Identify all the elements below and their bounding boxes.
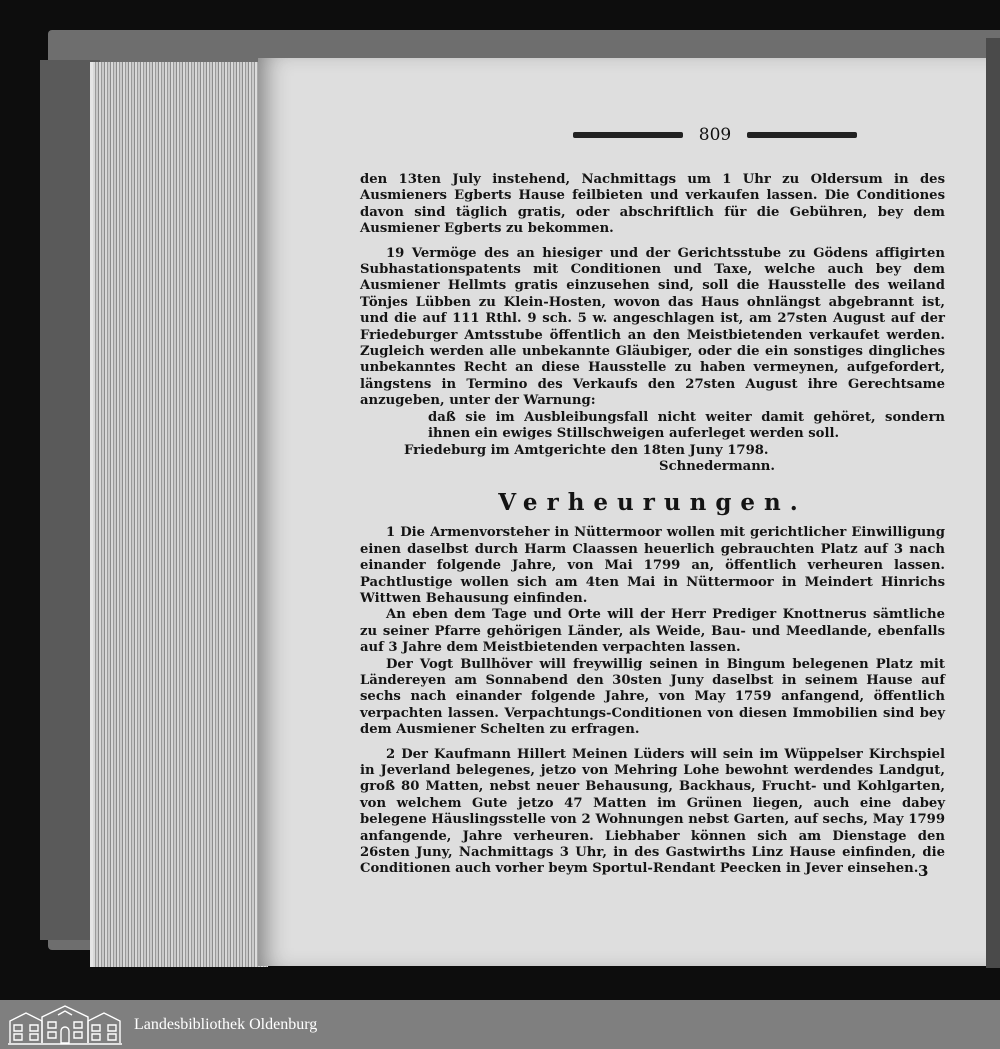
paragraph-19: 19 Vermöge des an hiesiger und der Gerichtsstube zu Gödens affigirten Subhastationspatents mit Conditionen und Taxe, welche auch bey dem Ausmiener Hellmts gratis einzusehen sind, soll die Hausstelle des weiland Tönjes Lübben zu Klein-Hosten, wovon das Haus ohnlängst abgebrannt ist, und die auf 111 Rthl. 9 sch. 5 w. angeschlagen ist, am 27sten August auf der Friedeburger Amtsstube öffentlich an den Meistbietenden verkaufet werden. Zugleich werden alle unbekannte Gläubiger, oder die ein sonstiges dingliches unbekanntes Recht an diese Hausstelle zu haben vermeynen, aufgefordert, längstens in Termino des Verkaufs den 27sten August ihre Gerechtsame anzugeben, unter der Warnung: bbox=[360, 245, 945, 409]
paragraph-1: 1 Die Armenvorsteher in Nüttermoor wollen mit gerichtlicher Einwilligung einen daselbst durch Harm Claassen heuerlich gebrauchten Platz auf 3 nach einander folgende Jahre, von Mai 1799 an, öffentlich verheuren lassen. Pachtlustige wollen sich am 4ten Mai in Nüttermoor in Meindert Hinrichs Wittwen Behausung einfinden. bbox=[360, 525, 945, 606]
right-cover-edge bbox=[986, 38, 1000, 968]
page-header bbox=[480, 122, 950, 148]
page-text bbox=[360, 172, 945, 878]
paragraph-bullhoever: Der Vogt Bullhöver will freywillig seinen in Bingum belegenen Platz mit Ländereyen am Sonnabend den 30sten Juny daselbst in seinem Hause auf sechs nach einander folgende Jahre, von May 1759 anfangend, öffentlich verpachten lassen. Verpachtungs-Conditionen von diesen Immobilien sind bey dem Ausmiener Schelten zu erfragen. bbox=[360, 656, 945, 738]
paragraph-2: 2 Der Kaufmann Hillert Meinen Lüders will sein im Wüppelser Kirchspiel in Jeverland belegenes, jetzo von Mehring Lohe bewohnt werdendes Landgut, groß 80 Matten, nebst neuer Behausung, Backhaus, Frucht- und Kohlgarten, von welchem Gute jetzo 47 Matten im Grünen liegen, auch eine dabey belegene Häuslingsstelle von 2 Wohnungen nebst Garten, auf sechs, May 1799 anfangende, Jahre verheuren. Liebhaber können sich am Dienstage den 26sten Juny, Nachmittags 3 Uhr, in des Gastwirths Linz Hause einfinden, die Conditionen auch vorher beym Sportul-Rendant Peecken in Jever einsehen. bbox=[360, 746, 945, 877]
place-date: Friedeburg im Amtgerichte den 18ten Juny 1798. bbox=[404, 442, 769, 458]
signature: Schnedermann. bbox=[659, 458, 775, 474]
page-number: 809 bbox=[698, 125, 732, 145]
library-building-icon bbox=[6, 1003, 124, 1047]
header-rule-left bbox=[573, 132, 683, 138]
header-rule-right bbox=[747, 132, 857, 138]
signature-mark: 3 bbox=[918, 862, 929, 880]
page-stack bbox=[90, 62, 268, 967]
warning-text: daß sie im Ausbleibungsfall nicht weiter damit gehöret, sondern ihnen ein ewiges Stillschweigen auferleget werden soll. bbox=[428, 409, 945, 442]
library-name: Landesbibliothek Oldenburg bbox=[134, 1015, 318, 1033]
paragraph-knottnerus: An eben dem Tage und Orte will der Herr Prediger Knottnerus sämtliche zu seiner Pfarre gehörigen Länder, als Weide, Bau- und Meedlande, ebenfalls auf 3 Jahre dem Meistbietenden verpachten lassen. bbox=[360, 607, 945, 656]
paragraph-continuation: den 13ten July instehend, Nachmittags um 1 Uhr zu Oldersum in des Ausmieners Egberts Hause feilbieten und verkaufen lassen. Die Conditiones davon sind täglich gratis, oder abschriftlich für die Gebühren, bey dem Ausmiener Egberts zu bekommen. bbox=[360, 172, 945, 237]
footer-bar bbox=[0, 1000, 1000, 1049]
section-title: Verheurungen. bbox=[498, 489, 807, 517]
